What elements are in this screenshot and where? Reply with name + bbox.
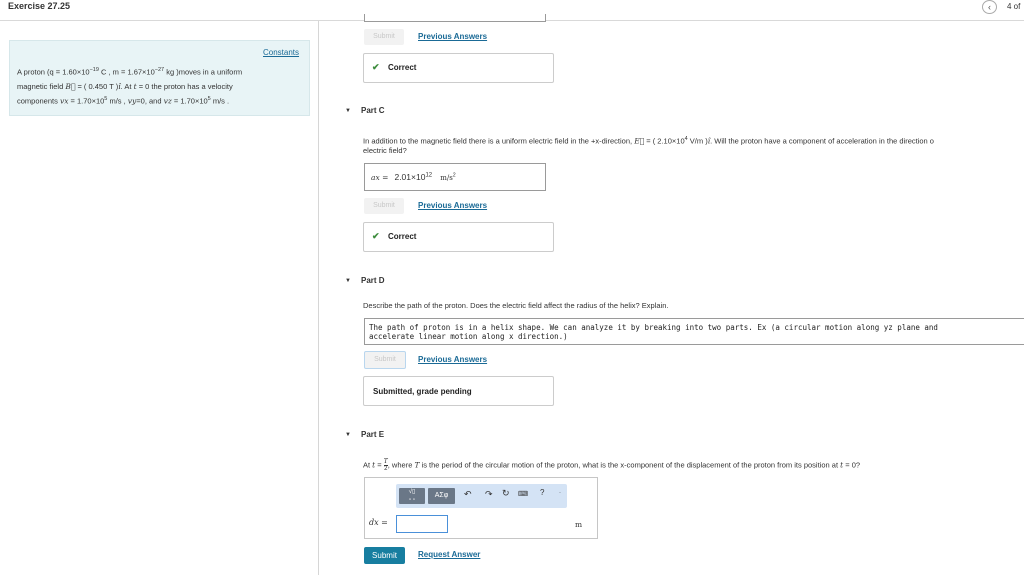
e-vector-symbol: E⃗: [634, 136, 645, 146]
part-d-previous-answers-link[interactable]: Previous Answers: [418, 355, 488, 364]
period-symbol: T: [414, 460, 420, 470]
checkmark-icon: ✔: [372, 231, 380, 241]
vz-symbol: vz: [163, 96, 172, 106]
chevron-left-icon: ‹: [988, 2, 991, 12]
part-c-submit-button[interactable]: Submit: [364, 198, 404, 214]
part-b-answer-box: [364, 14, 546, 22]
keyboard-icon[interactable]: ⌨: [518, 491, 529, 498]
part-e-answer-label: dx =: [369, 518, 388, 527]
problem-line-2: magnetic field B⃗ = ( 0.450 T )î. At t = 0 the proton has a velocity: [17, 82, 233, 91]
part-e-unit: m: [575, 520, 583, 529]
reset-icon[interactable]: ↻: [502, 488, 510, 498]
i-hat-symbol: î: [118, 82, 121, 91]
part-d-feedback-text: Submitted, grade pending: [373, 387, 472, 396]
redo-icon[interactable]: ↷: [485, 489, 493, 499]
undo-icon[interactable]: ↶: [464, 489, 472, 499]
t-symbol: t: [840, 460, 844, 470]
part-d-submit-button[interactable]: Submit: [364, 351, 406, 369]
templates-button[interactable]: [399, 488, 425, 504]
vx-symbol: vx: [59, 96, 69, 106]
previous-item-button[interactable]: [982, 0, 997, 14]
part-d-title: Part D: [361, 276, 385, 285]
exercise-title: Exercise 27.25: [8, 1, 71, 11]
part-c-feedback-text: Correct: [388, 232, 417, 241]
part-d-answer-line-2: accelerate linear motion along x direction.): [369, 332, 568, 341]
part-e-answer-input[interactable]: [396, 515, 448, 533]
symbols-button[interactable]: [428, 488, 455, 504]
part-e-title: Part E: [361, 430, 385, 439]
part-b-submit-button[interactable]: Submit: [364, 29, 404, 45]
constants-link[interactable]: Constants: [263, 48, 300, 57]
part-c-question: In addition to the magnetic field there is a uniform electric field in the +x-direction, E⃗ = ( $2.10\times 10^4$ V/m )î. Will the proton have a component of acceleration in the direction o: [363, 136, 934, 146]
vy-symbol: vy: [127, 96, 137, 106]
t-symbol: t: [372, 460, 376, 470]
t-over-2-fraction: $\frac{T}{2}$: [383, 458, 388, 472]
part-c-title: Part C: [361, 106, 385, 115]
collapse-part-c-icon[interactable]: ▼: [345, 108, 351, 114]
part-d-question: Describe the path of the proton. Does the electric field affect the radius of the helix? Explain.: [363, 301, 669, 310]
checkmark-icon: ✔: [372, 62, 380, 72]
problem-line-1: A proton ($q = 1.60\times 10^{-19}$ C , $m = 1.67\times 10^{-27}$ kg )moves in a uniform: [17, 67, 243, 77]
part-d-answer-line-1: The path of proton is in a helix shape. We can analyze it by breaking into two parts. Ex (a circular motion along yz plane and: [369, 323, 938, 332]
help-icon[interactable]: ?: [540, 488, 545, 497]
collapse-part-e-icon[interactable]: ▼: [345, 432, 351, 438]
column-divider: [318, 21, 319, 575]
part-b-feedback-text: Correct: [388, 63, 417, 72]
i-hat-symbol: î: [707, 136, 711, 146]
item-counter: 4 of: [1007, 2, 1021, 11]
problem-line-3: components vx = $1.70\times 10^5$ m/s , vy=0, and vz = $1.70\times 10^5$ m/s .: [17, 96, 230, 106]
part-c-previous-answers-link[interactable]: Previous Answers: [418, 201, 488, 210]
b-vector-symbol: B⃗: [65, 82, 76, 91]
collapse-part-d-icon[interactable]: ▼: [345, 278, 351, 284]
part-b-previous-answers-link[interactable]: Previous Answers: [418, 32, 488, 41]
part-e-submit-button[interactable]: Submit: [364, 547, 405, 564]
part-c-answer: ax = $2.01\times 10^{12}$ $m/s^2$: [371, 172, 456, 182]
t-symbol: t: [133, 82, 137, 91]
part-c-question-line-2: electric field?: [363, 146, 407, 155]
request-answer-link[interactable]: Request Answer: [418, 550, 481, 559]
part-e-question: At t = $\frac{T}{2}$ , where T is the period of the circular motion of the proton, what is the x-component of the displacement of the proton from its position at t = 0?: [363, 458, 861, 472]
more-icon[interactable]: ·: [559, 490, 561, 496]
symbols-icon: ΑΣφ: [434, 492, 449, 499]
templates-icon: √▯ ▫ ▫: [408, 489, 416, 503]
